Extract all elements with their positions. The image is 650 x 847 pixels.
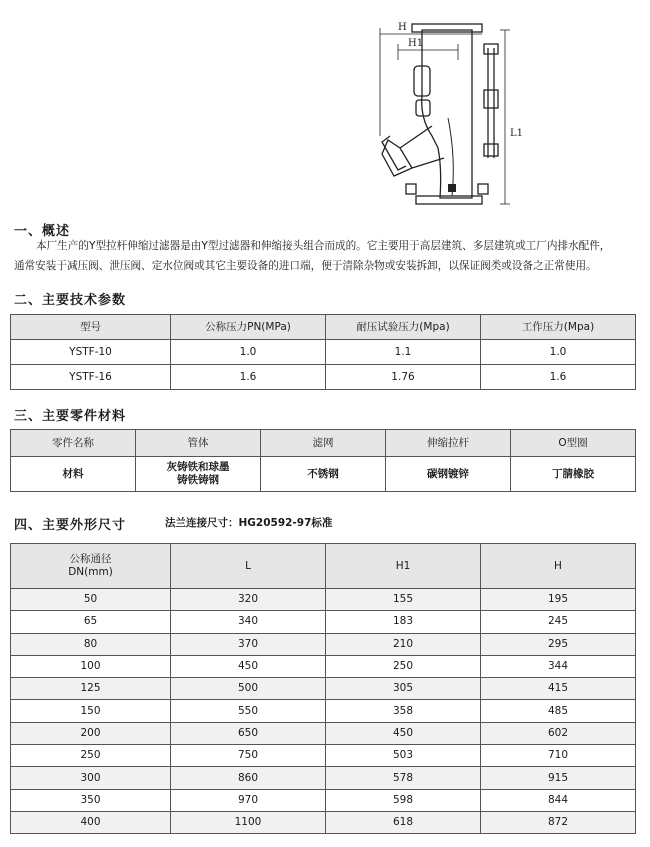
table-cell: 125	[11, 678, 171, 700]
specs-table	[10, 314, 636, 390]
section-specs-title: 二、主要技术参数	[14, 293, 127, 308]
table-header-row	[11, 315, 636, 340]
table-cell: 150	[11, 700, 171, 722]
table-cell: 245	[481, 611, 636, 633]
header-dn	[11, 544, 171, 589]
header-part-name: 零件名称	[11, 430, 136, 457]
table-cell-screen-material: 不锈钢	[261, 457, 386, 492]
overview-paragraph-1: 本厂生产的Y型拉杆伸缩过滤器是由Y型过滤器和伸缩接头组合而成的。它主要用于高层建筑、多层建筑或工厂内排水配件，	[36, 240, 611, 252]
table-cell: 350	[11, 789, 171, 811]
dimensions-table	[10, 543, 636, 834]
table-cell: 1.6	[481, 365, 636, 390]
table-row	[11, 700, 636, 722]
table-cell: 485	[481, 700, 636, 722]
table-cell: 320	[171, 589, 326, 611]
table-row	[11, 811, 636, 833]
table-header-row	[11, 544, 636, 589]
table-cell: 750	[171, 745, 326, 767]
table-cell: YSTF-16	[11, 365, 171, 390]
table-row	[11, 340, 636, 365]
table-cell: 155	[326, 589, 481, 611]
table-cell: 578	[326, 767, 481, 789]
table-cell: 970	[171, 789, 326, 811]
table-cell: 650	[171, 722, 326, 744]
overview-text	[14, 236, 636, 276]
table-cell: 358	[326, 700, 481, 722]
table-cell: 400	[11, 811, 171, 833]
dim-label-l1: L1	[510, 128, 524, 139]
header-test-pressure: 耐压试验压力(Mpa)	[326, 315, 481, 340]
table-cell: 503	[326, 745, 481, 767]
table-cell: 65	[11, 611, 171, 633]
table-cell: 1.76	[326, 365, 481, 390]
table-cell: 1.0	[481, 340, 636, 365]
table-cell: 550	[171, 700, 326, 722]
table-cell: 915	[481, 767, 636, 789]
section-dimensions-title: 四、主要外形尺寸	[14, 518, 127, 533]
header-pipe-body: 管体	[136, 430, 261, 457]
table-row	[11, 789, 636, 811]
header-h: H	[481, 544, 636, 589]
table-cell: 844	[481, 789, 636, 811]
header-tie-rod: 伸缩拉杆	[386, 430, 511, 457]
pipe-material-line-2: 铸铁铸钢	[177, 474, 219, 486]
table-cell-rod-material: 碳钢镀锌	[386, 457, 511, 492]
table-cell: 415	[481, 678, 636, 700]
header-screen: 滤网	[261, 430, 386, 457]
table-cell: 1.1	[326, 340, 481, 365]
table-cell: 340	[171, 611, 326, 633]
table-cell: 1100	[171, 811, 326, 833]
header-working-pressure: 工作压力(Mpa)	[481, 315, 636, 340]
header-o-ring: O型圈	[511, 430, 636, 457]
table-cell: 598	[326, 789, 481, 811]
table-cell: 1.0	[171, 340, 326, 365]
table-cell: 450	[171, 655, 326, 677]
overview-paragraph-2: 通常安装于减压阀、泄压阀、定水位阀或其它主要设备的进口端，便于清除杂物或安装拆卸，以保证阀类或设备之正常使用。	[14, 260, 597, 272]
strainer-drawing	[360, 8, 530, 216]
table-cell: 80	[11, 633, 171, 655]
table-cell-oring-material: 丁腈橡胶	[511, 457, 636, 492]
header-model: 型号	[11, 315, 171, 340]
table-row	[11, 745, 636, 767]
table-row	[11, 457, 636, 492]
table-row	[11, 722, 636, 744]
table-row	[11, 678, 636, 700]
header-l: L	[171, 544, 326, 589]
table-row	[11, 611, 636, 633]
header-dn-line-1: 公称通径	[69, 553, 112, 565]
table-cell: 710	[481, 745, 636, 767]
header-nominal-pressure: 公称压力PN(MPa)	[171, 315, 326, 340]
table-cell: 50	[11, 589, 171, 611]
table-cell: 370	[171, 633, 326, 655]
table-cell: 1.6	[171, 365, 326, 390]
table-cell: 295	[481, 633, 636, 655]
table-cell: 344	[481, 655, 636, 677]
table-cell: 210	[326, 633, 481, 655]
table-cell: YSTF-10	[11, 340, 171, 365]
table-cell: 183	[326, 611, 481, 633]
section-materials-title: 三、主要零件材料	[14, 409, 127, 424]
table-cell: 250	[11, 745, 171, 767]
table-row	[11, 589, 636, 611]
table-cell-pipe-material	[136, 457, 261, 492]
table-header-row	[11, 430, 636, 457]
table-cell: 450	[326, 722, 481, 744]
table-cell: 250	[326, 655, 481, 677]
table-cell: 195	[481, 589, 636, 611]
table-cell: 305	[326, 678, 481, 700]
table-cell: 602	[481, 722, 636, 744]
table-cell: 100	[11, 655, 171, 677]
table-row	[11, 767, 636, 789]
section-overview-title: 一、概述	[14, 224, 71, 239]
table-row	[11, 365, 636, 390]
dim-label-h1: H1	[408, 38, 424, 49]
materials-table	[10, 429, 636, 492]
dim-label-h: H	[398, 22, 407, 33]
header-h1: H1	[326, 544, 481, 589]
pipe-material-line-1: 灰铸铁和球墨	[166, 461, 230, 473]
table-row	[11, 633, 636, 655]
header-dn-line-2: DN(mm)	[68, 566, 113, 578]
table-cell: 872	[481, 811, 636, 833]
table-cell: 200	[11, 722, 171, 744]
table-cell: 300	[11, 767, 171, 789]
flange-standard-note: 法兰连接尺寸：HG20592-97标准	[165, 517, 333, 529]
table-cell: 618	[326, 811, 481, 833]
table-cell: 500	[171, 678, 326, 700]
table-cell: 860	[171, 767, 326, 789]
table-row	[11, 655, 636, 677]
row-label-material: 材料	[11, 457, 136, 492]
